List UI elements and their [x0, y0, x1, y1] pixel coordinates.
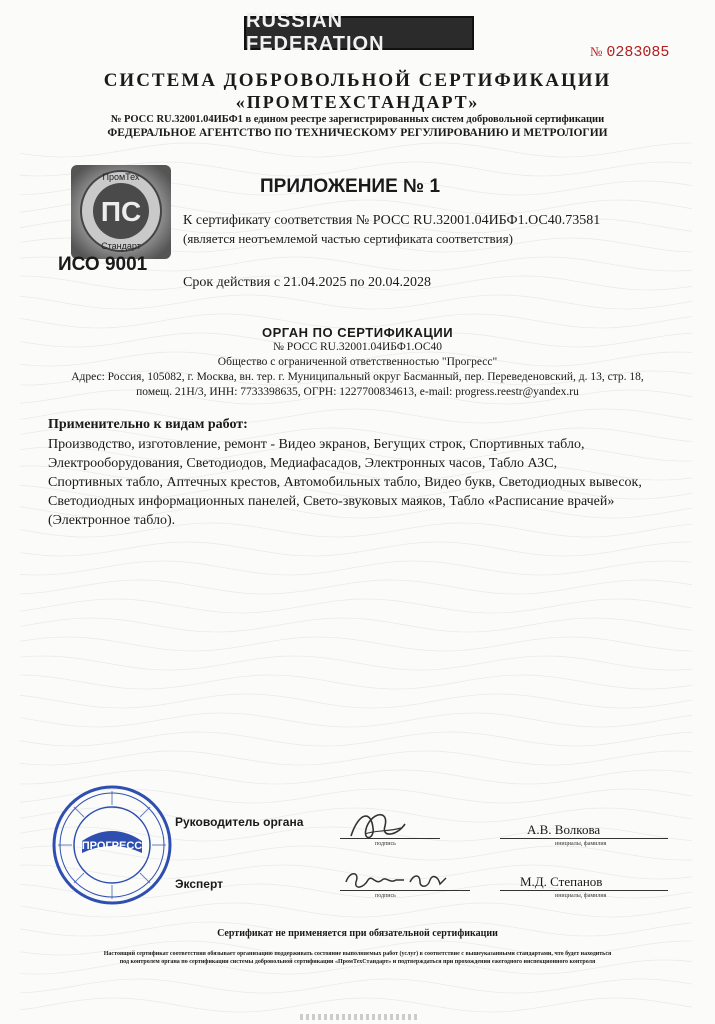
banner-text: RUSSIAN FEDERATION	[246, 10, 385, 55]
head-name-line	[500, 838, 668, 839]
head-signature-icon	[345, 806, 415, 846]
works-heading: Применительно к видам работ:	[48, 417, 248, 432]
expert-sign-caption: подпись	[375, 893, 396, 899]
head-name-caption: инициалы, фамилия	[555, 841, 607, 847]
stamp-center-text: ПРОГРЕСС	[81, 840, 143, 852]
system-name: «ПРОМТЕХСТАНДАРТ»	[235, 92, 480, 112]
fine-print	[0, 950, 715, 966]
works-line: Производство, изготовление, ремонт - Видео экранов, Бегущих строк, Спортивных табло,	[48, 437, 585, 452]
serial-value: 0283085	[606, 44, 670, 61]
certificate-reference: К сертификату соответствия № РОСС RU.32001.04ИБФ1.ОС40.73581	[183, 213, 601, 228]
mandatory-notice: Сертификат не применяется при обязательной сертификации	[217, 928, 498, 939]
serial-number	[590, 44, 669, 61]
fine-print-line: под контролем органа по сертификации системы добровольной сертификации «ПромТехСтандарт» и подтверждаться при прохождении ежегодного инспекционного контроля	[119, 959, 596, 965]
logo-bottom-text: Стандарт	[101, 241, 141, 251]
organ-address-2: помещ. 21Н/3, ИНН: 7733398635, ОГРН: 1227700834613, e-mail: progress.reestr@yandex.ru	[136, 386, 579, 398]
organ-heading: ОРГАН ПО СЕРТИФИКАЦИИ	[261, 325, 454, 340]
agency-line: ФЕДЕРАЛЬНОЕ АГЕНТСТВО ПО ТЕХНИЧЕСКОМУ РЕГУЛИРОВАНИЮ И МЕТРОЛОГИИ	[107, 127, 608, 139]
fine-print-line: Настоящий сертификат соответствия обязывает организацию поддерживать состояние выполняемых работ (услуг) в соответствие с вышеуказанными стандартами, что будет находиться	[103, 951, 612, 957]
country-banner	[244, 10, 474, 55]
organ-address-1: Адрес: Россия, 105082, г. Москва, вн. тер. г. Муниципальный округ Басманный, пер. Переведеновский, д. 13, стр. 18,	[71, 371, 644, 383]
logo-top-text: ПромТех	[102, 172, 140, 182]
works-list	[48, 435, 678, 530]
works-line: Светодиодных информационных панелей, Свето-звуковых маяков, Табло «Расписание врачей»	[48, 494, 615, 509]
expert-name-caption: инициалы, фамилия	[555, 893, 607, 899]
appendix-title: ПРИЛОЖЕНИЕ № 1	[260, 176, 441, 197]
expert-sign-line	[340, 890, 470, 891]
expert-name: М.Д. Степанов	[520, 874, 603, 889]
logo-mark: ПС	[100, 196, 142, 227]
iso-label: ИСО 9001	[58, 254, 148, 275]
works-line: Спортивных табло, Аптечных крестов, Автомобильных табло, Видео букв, Светодиодных вывесок,	[48, 475, 642, 490]
head-sign-caption: подпись	[375, 841, 396, 847]
expert-role-label: Эксперт	[175, 877, 224, 891]
head-role-label: Руководитель органа	[175, 815, 304, 829]
integral-part-note: (является неотъемлемой частью сертификата соответствия)	[183, 231, 513, 246]
expert-name-line	[500, 890, 668, 891]
system-title: СИСТЕМА ДОБРОВОЛЬНОЙ СЕРТИФИКАЦИИ	[103, 70, 612, 91]
head-sign-line	[340, 838, 440, 839]
organization-stamp-icon	[50, 783, 174, 907]
serial-prefix: №	[590, 44, 603, 59]
registry-line: № РОСС RU.32001.04ИБФ1 в едином реестре зарегистрированных систем добровольной сертификации	[110, 114, 605, 125]
validity-period: Срок действия с 21.04.2025 по 20.04.2028	[183, 275, 432, 290]
organ-org-name: Общество с ограниченной ответственностью "Прогресс"	[217, 356, 498, 368]
works-line: (Электронное табло).	[48, 513, 176, 528]
bottom-microtext	[300, 1014, 420, 1020]
works-line: Электрооборудования, Светодиодов, Медиафасадов, Электронных часов, Табло АЗС,	[48, 456, 558, 471]
head-name: А.В. Волкова	[527, 822, 601, 837]
organ-number: № РОСС RU.32001.04ИБФ1.ОС40	[272, 341, 443, 353]
